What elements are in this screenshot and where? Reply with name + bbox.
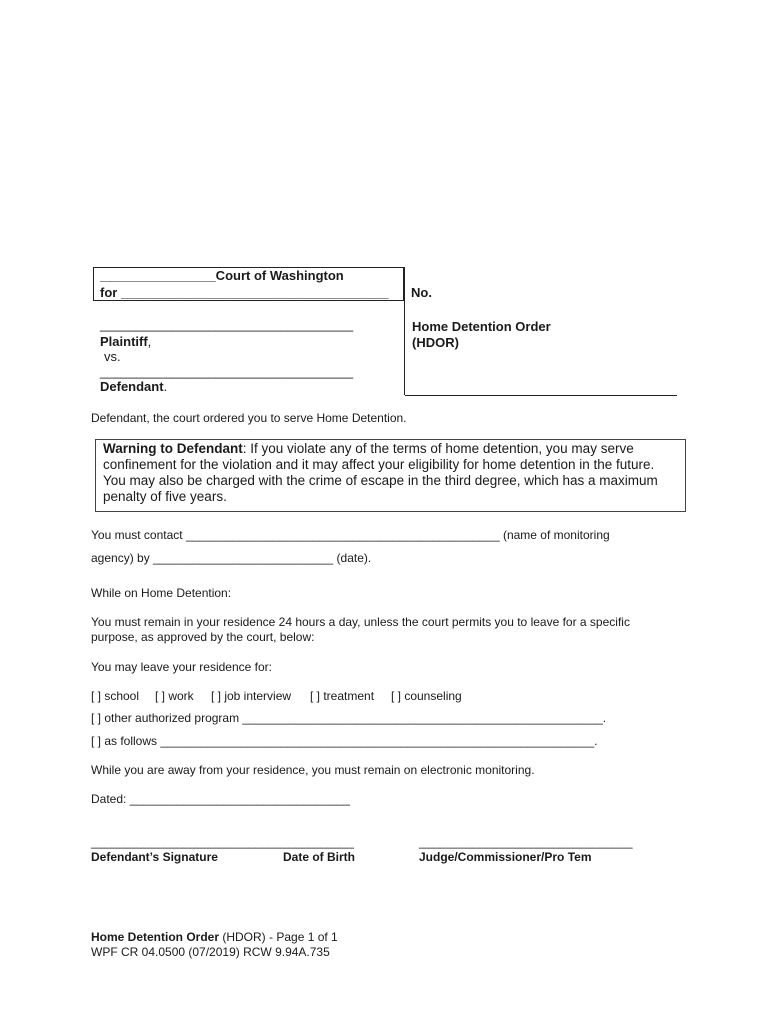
footer-title-bold: Home Detention Order <box>91 930 220 944</box>
agency-date-field[interactable]: agency) by ___________________________ (date). <box>91 551 372 565</box>
remain-text-line2: purpose, as approved by the court, below: <box>91 630 315 644</box>
defendant-label <box>100 379 167 394</box>
plaintiff-label-text: Plaintiff <box>100 334 148 349</box>
plaintiff-name-field[interactable]: ___________________________________ <box>100 317 354 332</box>
judge-label: Judge/Commissioner/Pro Tem <box>419 850 592 864</box>
remain-text-line1: You must remain in your residence 24 hours a day, unless the court permits you to leave for a specific <box>91 615 630 629</box>
defendant-signature-field[interactable]: ________________________________________ <box>91 835 354 849</box>
caption-divider <box>404 267 405 395</box>
footer-title <box>91 930 338 944</box>
plaintiff-label <box>100 334 151 349</box>
option-treatment-checkbox[interactable]: [ ] treatment <box>310 689 375 703</box>
may-leave-text: You may leave your residence for: <box>91 660 272 674</box>
option-school-checkbox[interactable]: [ ] school <box>91 689 140 703</box>
court-for-field[interactable]: for _____________________________________ <box>100 285 389 300</box>
warning-label: Warning to Defendant <box>103 441 243 456</box>
judge-signature-field[interactable]: ________________________________ <box>419 835 633 849</box>
versus-label: vs. <box>104 349 121 364</box>
footer-form-id: WPF CR 04.0500 (07/2019) RCW 9.94A.735 <box>91 945 330 959</box>
plaintiff-comma: , <box>147 334 152 349</box>
defendant-label-text: Defendant <box>100 379 164 394</box>
footer-title-rest: (HDOR) - Page 1 of 1 <box>219 930 338 944</box>
document-abbrev: (HDOR) <box>412 335 459 350</box>
intro-text: Defendant, the court ordered you to serve Home Detention. <box>91 411 407 425</box>
caption-bottom-rule <box>405 395 677 396</box>
dated-field[interactable]: Dated: _________________________________ <box>91 792 350 806</box>
monitoring-agency-field[interactable]: You must contact _______________________________________________ (name of monitoring <box>91 528 610 542</box>
for-underline <box>93 300 405 301</box>
option-counseling-checkbox[interactable]: [ ] counseling <box>391 689 462 703</box>
case-number-label: No. <box>411 285 432 300</box>
document-title: Home Detention Order <box>412 319 551 334</box>
warning-box <box>95 439 686 512</box>
option-job-interview-checkbox[interactable]: [ ] job interview <box>211 689 292 703</box>
other-program-field[interactable]: [ ] other authorized program ______________________________________________________. <box>91 711 607 725</box>
while-on-heading: While on Home Detention: <box>91 586 232 600</box>
electronic-monitoring-text: While you are away from your residence, you must remain on electronic monitoring. <box>91 763 535 777</box>
defendant-name-field[interactable]: ___________________________________ <box>100 364 354 379</box>
as-follows-field[interactable]: [ ] as follows _________________________________________________________________. <box>91 734 598 748</box>
defendant-period: . <box>163 379 168 394</box>
defendant-signature-label: Defendant’s Signature <box>91 850 218 864</box>
date-of-birth-label: Date of Birth <box>283 850 355 864</box>
option-work-checkbox[interactable]: [ ] work <box>155 689 194 703</box>
warning-text: : If you violate any of the terms of home detention, you may serve confinement for the violation and it may affect your eligibility for home detention in the future. You may also be charged with the crime of escape in the third degree, which has a maximum penalty of five years. <box>103 441 658 504</box>
court-name-field[interactable]: ________________Court of Washington <box>100 268 344 283</box>
